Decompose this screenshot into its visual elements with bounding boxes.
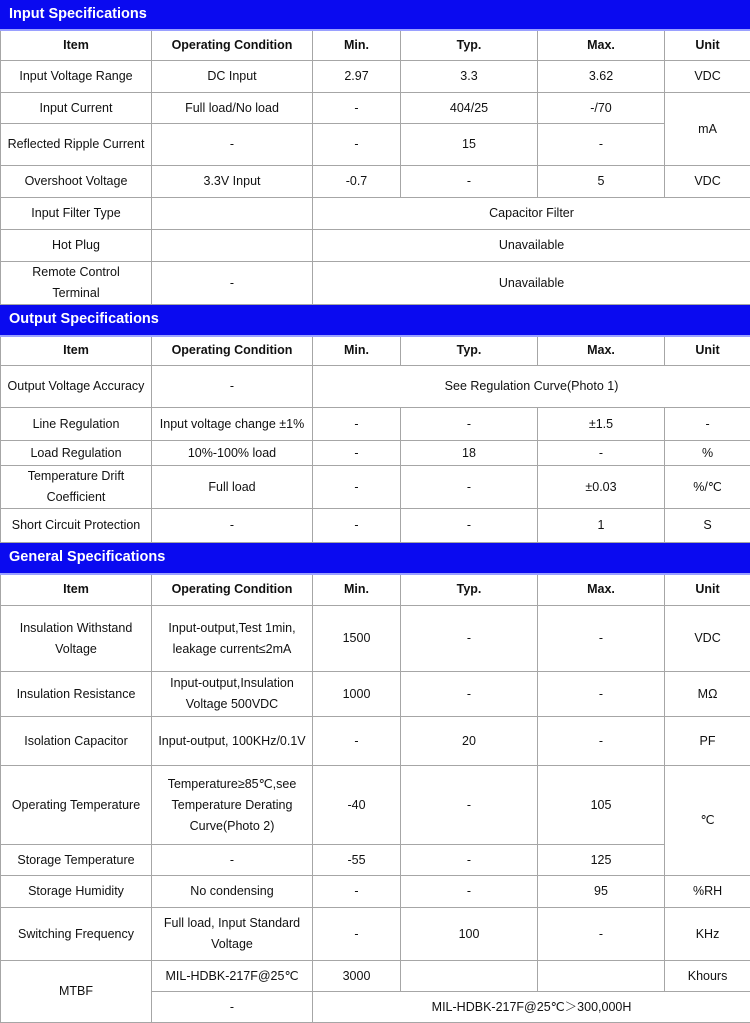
item-cell: Overshoot Voltage <box>1 166 152 198</box>
item-cell: Operating Temperature <box>1 766 152 845</box>
merged-value-cell: Unavailable <box>313 262 750 305</box>
condition-cell: Input voltage change ±1% <box>152 408 313 441</box>
unit-cell: VDC <box>665 61 750 93</box>
table-row <box>1 509 750 543</box>
max-cell: - <box>538 606 665 672</box>
table-row <box>1 408 750 441</box>
table-row <box>1 124 750 166</box>
typ-cell: 15 <box>401 124 538 166</box>
max-cell: 1 <box>538 509 665 543</box>
table-row <box>1 845 750 876</box>
condition-cell <box>152 198 313 230</box>
table-row <box>1 466 750 509</box>
min-cell: - <box>313 876 401 908</box>
col-unit: Unit <box>665 574 750 606</box>
unit-cell: mA <box>665 93 750 166</box>
condition-cell: - <box>152 366 313 408</box>
item-cell: Isolation Capacitor <box>1 717 152 766</box>
item-cell: Input Voltage Range <box>1 61 152 93</box>
item-cell: Storage Temperature <box>1 845 152 876</box>
item-cell: Storage Humidity <box>1 876 152 908</box>
header-row <box>1 336 750 366</box>
table-row <box>1 61 750 93</box>
condition-cell: 3.3V Input <box>152 166 313 198</box>
max-cell: 105 <box>538 766 665 845</box>
condition-cell <box>152 230 313 262</box>
min-cell: -40 <box>313 766 401 845</box>
min-cell: 2.97 <box>313 61 401 93</box>
typ-cell: 100 <box>401 908 538 961</box>
merged-value-cell: MIL-HDBK-217F@25℃＞300,000H <box>313 992 750 1023</box>
table-row <box>1 198 750 230</box>
condition-cell: - <box>152 845 313 876</box>
min-cell: - <box>313 93 401 124</box>
min-cell: - <box>313 717 401 766</box>
typ-cell: 20 <box>401 717 538 766</box>
merged-value-cell: Capacitor Filter <box>313 198 750 230</box>
unit-cell: %/℃ <box>665 466 750 509</box>
table-row <box>1 262 750 305</box>
typ-cell: - <box>401 408 538 441</box>
col-condition: Operating Condition <box>152 336 313 366</box>
table-row <box>1 672 750 717</box>
col-typ: Typ. <box>401 336 538 366</box>
min-cell: - <box>313 466 401 509</box>
item-cell: Input Filter Type <box>1 198 152 230</box>
table-row <box>1 876 750 908</box>
max-cell: 3.62 <box>538 61 665 93</box>
table-row <box>1 766 750 845</box>
item-cell: Short Circuit Protection <box>1 509 152 543</box>
min-cell: - <box>313 509 401 543</box>
item-cell: Load Regulation <box>1 441 152 466</box>
typ-cell: 3.3 <box>401 61 538 93</box>
condition-cell: - <box>152 992 313 1023</box>
item-cell: Insulation Withstand Voltage <box>1 606 152 672</box>
condition-cell: Input-output,Test 1min, leakage current≤2mA <box>152 606 313 672</box>
condition-cell: - <box>152 509 313 543</box>
col-max: Max. <box>538 30 665 61</box>
condition-cell: Temperature≥85℃,see Temperature Derating Curve(Photo 2) <box>152 766 313 845</box>
max-cell: - <box>538 672 665 717</box>
table-row <box>1 166 750 198</box>
unit-cell: Khours <box>665 961 750 992</box>
item-cell: Temperature Drift Coefficient <box>1 466 152 509</box>
col-max: Max. <box>538 336 665 366</box>
typ-cell: - <box>401 845 538 876</box>
min-cell: - <box>313 441 401 466</box>
min-cell: -0.7 <box>313 166 401 198</box>
item-cell: Output Voltage Accuracy <box>1 366 152 408</box>
col-min: Min. <box>313 336 401 366</box>
typ-cell: - <box>401 672 538 717</box>
col-typ: Typ. <box>401 574 538 606</box>
typ-cell: - <box>401 509 538 543</box>
max-cell: - <box>538 441 665 466</box>
col-min: Min. <box>313 574 401 606</box>
unit-cell: S <box>665 509 750 543</box>
section-header-output: Output Specifications <box>1 305 750 336</box>
typ-cell: - <box>401 606 538 672</box>
header-row <box>1 574 750 606</box>
condition-cell: - <box>152 124 313 166</box>
item-cell: MTBF <box>1 961 152 1023</box>
col-typ: Typ. <box>401 30 538 61</box>
unit-cell: %RH <box>665 876 750 908</box>
condition-cell: 10%-100% load <box>152 441 313 466</box>
max-cell: ±1.5 <box>538 408 665 441</box>
item-cell: Input Current <box>1 93 152 124</box>
table-row <box>1 366 750 408</box>
max-cell: 5 <box>538 166 665 198</box>
max-cell: 125 <box>538 845 665 876</box>
max-cell: -/70 <box>538 93 665 124</box>
table-row <box>1 717 750 766</box>
table-row <box>1 908 750 961</box>
col-condition: Operating Condition <box>152 574 313 606</box>
col-min: Min. <box>313 30 401 61</box>
condition-cell: No condensing <box>152 876 313 908</box>
item-cell: Insulation Resistance <box>1 672 152 717</box>
section-header-input: Input Specifications <box>1 1 750 30</box>
unit-cell: VDC <box>665 606 750 672</box>
table-row <box>1 961 750 992</box>
min-cell: 3000 <box>313 961 401 992</box>
min-cell: 1000 <box>313 672 401 717</box>
max-cell: - <box>538 717 665 766</box>
min-cell: 1500 <box>313 606 401 672</box>
typ-cell: - <box>401 166 538 198</box>
condition-cell: MIL-HDBK-217F@25℃ <box>152 961 313 992</box>
table-row <box>1 606 750 672</box>
typ-cell: - <box>401 876 538 908</box>
col-unit: Unit <box>665 30 750 61</box>
unit-cell: - <box>665 408 750 441</box>
unit-cell: KHz <box>665 908 750 961</box>
typ-cell: 404/25 <box>401 93 538 124</box>
unit-cell: MΩ <box>665 672 750 717</box>
section-header-general: General Specifications <box>1 543 750 574</box>
col-unit: Unit <box>665 336 750 366</box>
min-cell: - <box>313 124 401 166</box>
item-cell: Switching Frequency <box>1 908 152 961</box>
min-cell: -55 <box>313 845 401 876</box>
condition-cell: Full load <box>152 466 313 509</box>
col-item: Item <box>1 336 152 366</box>
max-cell: - <box>538 908 665 961</box>
item-cell: Hot Plug <box>1 230 152 262</box>
col-max: Max. <box>538 574 665 606</box>
table-row <box>1 441 750 466</box>
condition-cell: Full load, Input Standard Voltage <box>152 908 313 961</box>
item-cell: Reflected Ripple Current <box>1 124 152 166</box>
max-cell: ±0.03 <box>538 466 665 509</box>
condition-cell: DC Input <box>152 61 313 93</box>
typ-cell: - <box>401 466 538 509</box>
merged-value-cell: See Regulation Curve(Photo 1) <box>313 366 750 408</box>
unit-cell: PF <box>665 717 750 766</box>
item-cell: Line Regulation <box>1 408 152 441</box>
col-condition: Operating Condition <box>152 30 313 61</box>
typ-cell: - <box>401 766 538 845</box>
condition-cell: Input-output, 100KHz/0.1V <box>152 717 313 766</box>
max-cell: 95 <box>538 876 665 908</box>
typ-cell <box>401 961 538 992</box>
max-cell <box>538 961 665 992</box>
merged-value-cell: Unavailable <box>313 230 750 262</box>
unit-cell: ℃ <box>665 766 750 876</box>
header-row <box>1 30 750 61</box>
col-item: Item <box>1 574 152 606</box>
max-cell: - <box>538 124 665 166</box>
min-cell: - <box>313 908 401 961</box>
unit-cell: VDC <box>665 166 750 198</box>
typ-cell: 18 <box>401 441 538 466</box>
col-item: Item <box>1 30 152 61</box>
condition-cell: Input-output,Insulation Voltage 500VDC <box>152 672 313 717</box>
min-cell: - <box>313 408 401 441</box>
condition-cell: - <box>152 262 313 305</box>
condition-cell: Full load/No load <box>152 93 313 124</box>
table-row <box>1 93 750 124</box>
table-row <box>1 230 750 262</box>
unit-cell: % <box>665 441 750 466</box>
item-cell: Remote Control Terminal <box>1 262 152 305</box>
